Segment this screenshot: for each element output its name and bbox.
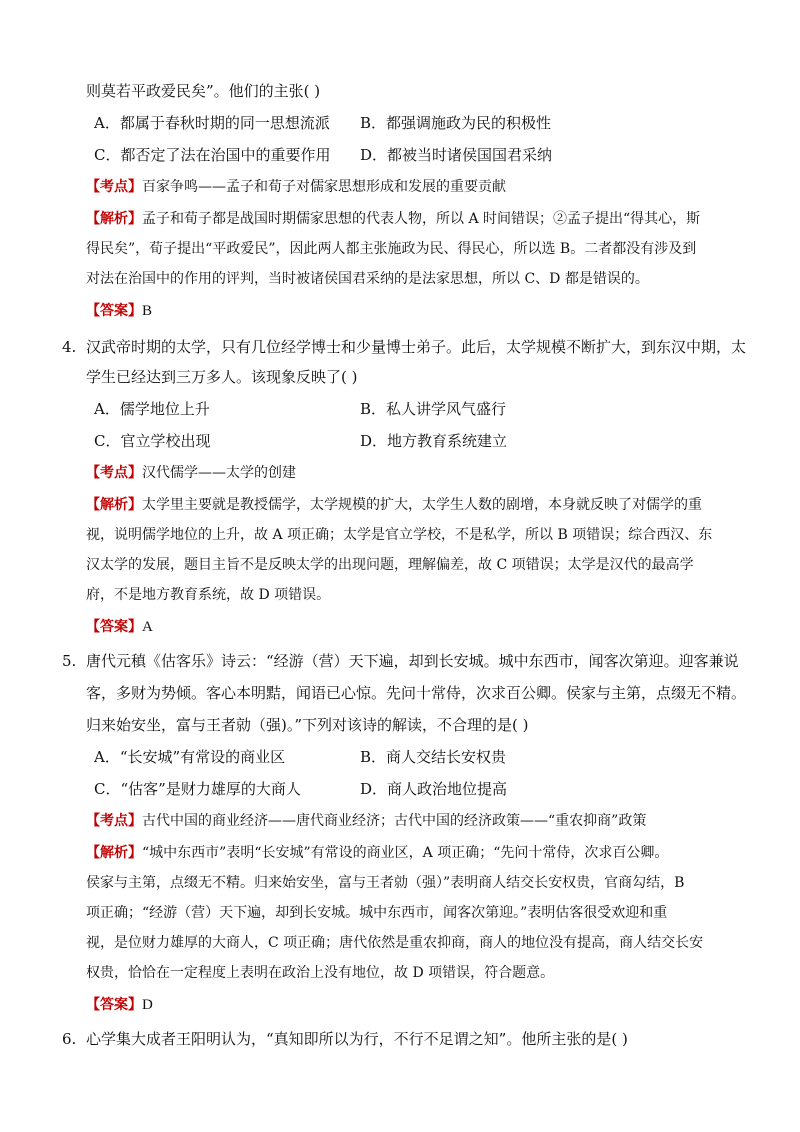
q5-jiexi-line-3: 项正确；“经游（营）天下遍，却到长安城。城中东西市，闻客次第迎。”表明估客很受欢迎和重 (86, 905, 668, 921)
q3-option-d: D．都被当时诸侯国国君采纳 (360, 146, 553, 164)
kaodian-tag: 【考点】 (86, 179, 142, 195)
q5-jiexi-text-1: “城中东西市”表明“长安城”有常设的商业区，A 项正确；“先问十常侍，次求百公卿。 (142, 845, 669, 861)
q4-option-a: A．儒学地位上升 (94, 400, 210, 418)
jiexi-tag: 【解析】 (86, 211, 142, 227)
q5-answer (86, 994, 153, 1016)
q3-answer (86, 300, 152, 322)
kaodian-tag: 【考点】 (86, 813, 142, 829)
q5-number: 5. (62, 652, 77, 670)
q4-stem-line-1: 汉武帝时期的太学，只有几位经学博士和少量博士弟子。此后，太学规模不断扩大，到东汉中期，太 (86, 338, 747, 356)
q3-stem-tail: 则莫若平政爱民矣”。他们的主张( ) (86, 82, 321, 100)
q5-option-d: D．商人政治地位提高 (360, 780, 508, 798)
q4-option-b: B．私人讲学风气盛行 (360, 400, 507, 418)
q4-option-d: D．地方教育系统建立 (360, 432, 508, 450)
q4-kaodian (86, 462, 296, 484)
kaodian-tag: 【考点】 (86, 465, 142, 481)
q4-jiexi-line-1 (86, 494, 702, 516)
q3-kaodian-text: 百家争鸣——孟子和荀子对儒家思想形成和发展的重要贡献 (142, 179, 506, 195)
jiexi-tag: 【解析】 (86, 845, 142, 861)
q4-option-c: C．官立学校出现 (94, 432, 211, 450)
q5-kaodian (86, 810, 646, 832)
daan-tag: 【答案】 (86, 303, 142, 319)
q3-jiexi-line-1 (86, 208, 700, 230)
q4-stem-line-2: 学生已经达到三万多人。该现象反映了( ) (86, 368, 358, 386)
q5-kaodian-text: 古代中国的商业经济——唐代商业经济；古代中国的经济政策——“重农抑商”政策 (142, 813, 647, 829)
daan-tag: 【答案】 (86, 997, 142, 1013)
q4-jiexi-line-3: 汉太学的发展，题目主旨不是反映太学的出现问题，理解偏差，故 C 项错误；太学是汉代的最高学 (86, 557, 694, 573)
q3-kaodian (86, 176, 506, 198)
q5-option-c: C．“估客”是财力雄厚的大商人 (94, 780, 301, 798)
q5-stem-line-2: 客，多财为势倾。客心本明黠，闻语已心惊。先问十常侍，次求百公卿。侯家与主第，点缀无不精。 (86, 684, 747, 702)
q5-jiexi-line-4: 视，是位财力雄厚的大商人，C 项正确；唐代依然是重农抑商，商人的地位没有提高，商人结交长安 (86, 935, 704, 951)
q5-option-b: B．商人交结长安权贵 (360, 748, 507, 766)
q5-jiexi-line-1 (86, 842, 668, 864)
q4-kaodian-text: 汉代儒学——太学的创建 (142, 465, 296, 481)
q5-option-a: A．“长安城”有常设的商业区 (94, 748, 286, 766)
q4-number: 4. (62, 338, 77, 356)
q3-jiexi-text-1: 孟子和荀子都是战国时期儒家思想的代表人物，所以 A 时间错误；②孟子提出“得其心，斯 (142, 211, 701, 227)
q5-answer-value: D (142, 997, 153, 1013)
q4-jiexi-line-4: 府，不是地方教育系统，故 D 项错误。 (86, 587, 331, 603)
q5-jiexi-line-2: 侯家与主第，点缀无不精。归来始安坐，富与王者勍（强）”表明商人结交长安权贵，官商勾结，B (86, 875, 685, 891)
q5-stem-line-3: 归来始安坐，富与王者勍（强)。”下列对该诗的解读，不合理的是( ) (86, 716, 529, 734)
q6-stem: 心学集大成者王阳明认为，“真知即所以为行，不行不足谓之知”。他所主张的是( ) (86, 1030, 628, 1048)
q3-option-a: A．都属于春秋时期的同一思想流派 (94, 114, 330, 132)
q3-option-b: B．都强调施政为民的积极性 (360, 114, 552, 132)
q4-answer-value: A (142, 619, 153, 635)
q4-jiexi-line-2: 视，说明儒学地位的上升，故 A 项正确；太学是官立学校，不是私学，所以 B 项错误；综合西汉、东 (86, 527, 713, 543)
q5-stem-line-1: 唐代元稹《估客乐》诗云：“经游（营）天下遍，却到长安城。城中东西市，闻客次第迎。迎客兼说 (86, 652, 739, 670)
q5-jiexi-line-5: 权贵，恰恰在一定程度上表明在政治上没有地位，故 D 项错误，符合题意。 (86, 965, 555, 981)
q3-jiexi-line-2: 得民矣”，荀子提出“平政爱民”，因此两人都主张施政为民、得民心，所以选 B。二者都没有涉及到 (86, 241, 697, 257)
q4-answer (86, 616, 153, 638)
daan-tag: 【答案】 (86, 619, 142, 635)
q3-answer-value: B (142, 303, 153, 319)
q3-jiexi-line-3: 对法在治国中的作用的评判，当时被诸侯国君采纳的是法家思想，所以 C、D 都是错误的。 (86, 271, 649, 287)
jiexi-tag: 【解析】 (86, 497, 142, 513)
q3-option-c: C．都否定了法在治国中的重要作用 (94, 146, 331, 164)
q4-jiexi-text-1: 太学里主要就是教授儒学，太学规模的扩大，太学生人数的剧增，本身就反映了对儒学的重 (142, 497, 702, 513)
q6-number: 6. (62, 1030, 77, 1048)
